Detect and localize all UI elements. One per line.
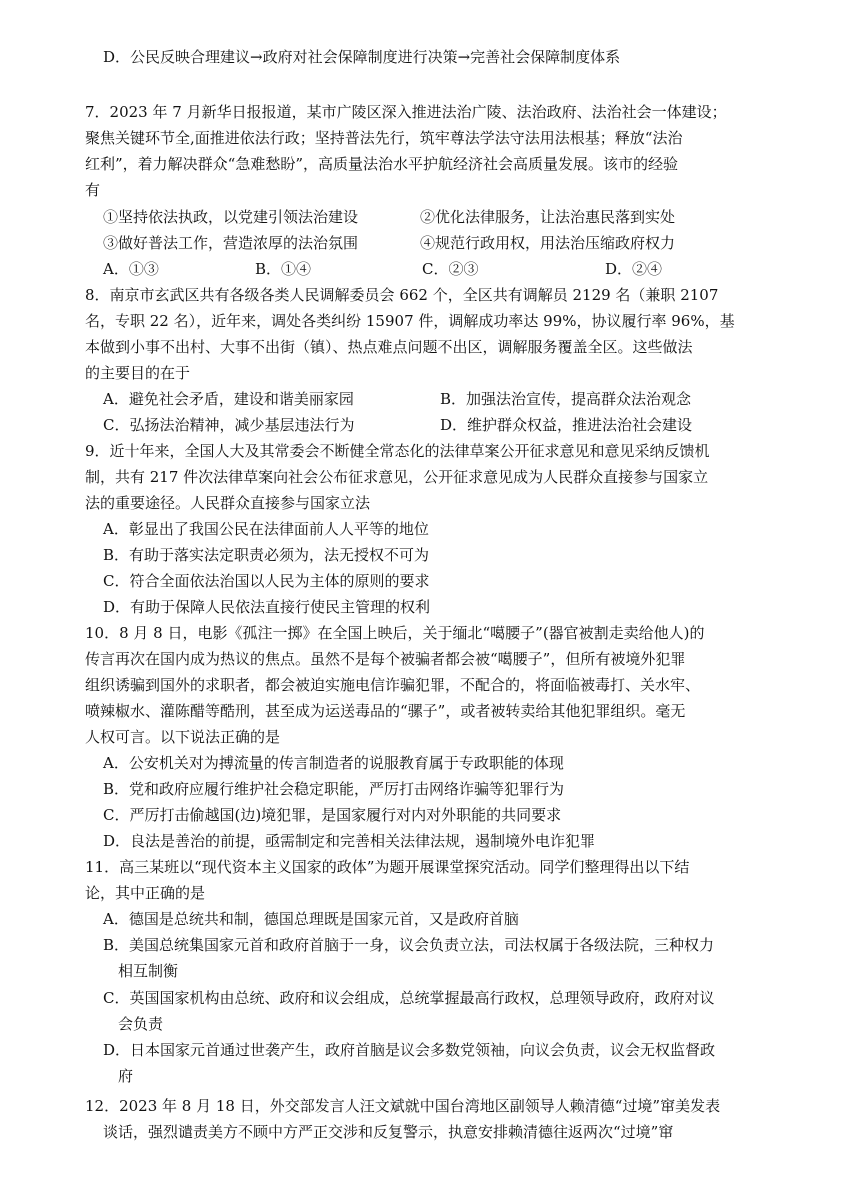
q8-option-a: A．避免社会矛盾，建设和谐美丽家园 — [103, 390, 354, 408]
q8-stem-line: 的主要目的在于 — [85, 364, 191, 382]
q11-option-c-cont: 会负责 — [118, 1015, 164, 1033]
q9-option-c: C．符合全面依法治国以人民为主体的原则的要求 — [103, 572, 430, 590]
q9-stem-line: 制，共有 217 件次法律草案向社会公布征求意见，公开征求意见成为人民群众直接参与国家立 — [85, 468, 709, 486]
q7-stem-line: 7．2023 年 7 月新华日报报道，某市广陵区深入推进法治广陵、法治政府、法治社会一体建设； — [85, 103, 727, 121]
q11-option-a: A．德国是总统共和制，德国总理既是国家元首，又是政府首脑 — [103, 910, 519, 928]
q11-option-b: B．美国总统集国家元首和政府首脑于一身，议会负责立法，司法权属于各级法院，三种权力 — [103, 936, 715, 954]
q9-option-b: B．有助于落实法定职责必须为，法无授权不可为 — [103, 546, 430, 564]
q8-option-b: B．加强法治宣传，提高群众法治观念 — [440, 390, 692, 408]
q10-stem-line: 喷辣椒水、灌陈醋等酷刑，甚至成为运送毒品的“骡子”，或者被转卖给其他犯罪组织。毫无 — [85, 702, 686, 720]
q7-choice-a: A．①③ — [103, 260, 159, 278]
q12-stem-line: 谈话，强烈谴责美方不顾中方严正交涉和反复警示，执意安排赖清德往返两次“过境”窜 — [103, 1123, 674, 1141]
q10-option-d: D．良法是善治的前提，亟需制定和完善相关法律法规，遏制境外电诈犯罪 — [103, 832, 596, 850]
q7-stem-line: 有 — [85, 181, 101, 199]
q7-item: ③做好普法工作，营造浓厚的法治氛围 — [103, 234, 359, 252]
q8-option-d: D．维护群众权益，推进法治社会建设 — [440, 416, 693, 434]
q7-stem-line: 红利”，着力解决群众“急难愁盼”，高质量法治水平护航经济社会高质量发展。该市的经验 — [85, 155, 679, 173]
q11-stem-line: 11．高三某班以“现代资本主义国家的政体”为题开展课堂探究活动。同学们整理得出以下结 — [85, 858, 690, 876]
q11-option-d: D．日本国家元首通过世袭产生，政府首脑是议会多数党领袖，向议会负责，议会无权监督政 — [103, 1041, 716, 1059]
q8-stem-line: 名，专职 22 名），近年来，调处各类纠纷 15907 件，调解成功率达 99%，协议履行率 96%，基 — [85, 312, 735, 330]
q11-stem-line: 论，其中正确的是 — [85, 884, 206, 902]
q10-stem-line: 10．8 月 8 日，电影《孤注一掷》在全国上映后，关于缅北“噶腰子”(器官被割走卖给他人)的 — [85, 624, 705, 642]
q7-choice-b: B．①④ — [255, 260, 312, 278]
q11-option-d-cont: 府 — [118, 1067, 134, 1085]
q10-stem-line: 组织诱骗到国外的求职者，都会被迫实施电信诈骗犯罪，不配合的，将面临被毒打、关水牢、 — [85, 676, 701, 694]
q11-option-c: C．英国国家机构由总统、政府和议会组成，总统掌握最高行政权，总理领导政府，政府对议 — [103, 989, 715, 1007]
q11-option-b-cont: 相互制衡 — [118, 962, 179, 980]
q10-option-b: B．党和政府应履行维护社会稳定职能，严厉打击网络诈骗等犯罪行为 — [103, 780, 565, 798]
q8-stem-line: 8．南京市玄武区共有各级各类人民调解委员会 662 个，全区共有调解员 2129 名（兼职 2107 — [85, 286, 719, 304]
q7-item: ②优化法律服务，让法治惠民落到实处 — [420, 208, 676, 226]
q10-stem-line: 人权可言。以下说法正确的是 — [85, 728, 281, 746]
q7-choice-c: C．②③ — [422, 260, 479, 278]
q9-stem-line: 9．近十年来，全国人大及其常委会不断健全常态化的法律草案公开征求意见和意见采纳反馈机 — [85, 442, 710, 460]
q7-choice-d: D．②④ — [605, 260, 663, 278]
q10-option-c: C．严厉打击偷越国(边)境犯罪，是国家履行对内对外职能的共同要求 — [103, 806, 562, 824]
q7-stem-line: 聚焦关键环节全,面推进依法行政；坚持普法先行，筑牢尊法学法守法用法根基；释放“法治 — [85, 129, 683, 147]
q6-option-d: D．公民反映合理建议→政府对社会保障制度进行决策→完善社会保障制度体系 — [103, 48, 621, 66]
q8-stem-line: 本做到小事不出村、大事不出街（镇）、热点难点问题不出区，调解服务覆盖全区。这些做法 — [85, 338, 693, 356]
q10-stem-line: 传言再次在国内成为热议的焦点。虽然不是每个被骗者都会被“噶腰子”，但所有被境外犯罪 — [85, 650, 686, 668]
q9-stem-line: 法的重要途径。人民群众直接参与国家立法 — [85, 494, 371, 512]
q7-item: ①坚持依法执政，以党建引领法治建设 — [103, 208, 359, 226]
q9-option-a: A．彰显出了我国公民在法律面前人人平等的地位 — [103, 520, 429, 538]
q9-option-d: D．有助于保障人民依法直接行使民主管理的权利 — [103, 598, 431, 616]
q8-option-c: C．弘扬法治精神，减少基层违法行为 — [103, 416, 355, 434]
q12-stem-line: 12．2023 年 8 月 18 日，外交部发言人汪文斌就中国台湾地区副领导人赖清德“过境”窜美发表 — [85, 1097, 721, 1115]
q7-item: ④规范行政用权，用法治压缩政府权力 — [420, 234, 676, 252]
q10-option-a: A．公安机关对为搏流量的传言制造者的说服教育属于专政职能的体现 — [103, 754, 564, 772]
